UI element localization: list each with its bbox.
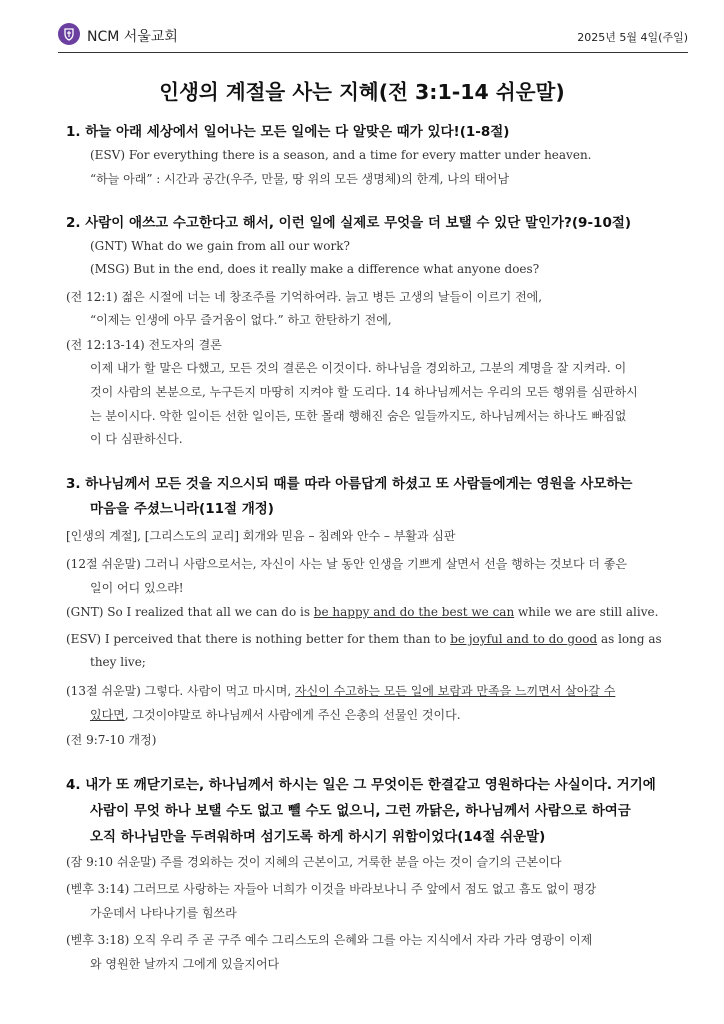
section-1-note: “하늘 아래” : 시간과 공간(우주, 만물, 땅 위의 모든 생명체)의 한계, 나의 태어남 <box>90 172 510 186</box>
section-2-ref1-line2: “이제는 인생에 아무 즐거움이 없다.” 하고 한탄하기 전에, <box>90 313 392 327</box>
section-3-esv-a: (ESV) I perceived that there is nothing better for them than to <box>66 632 451 646</box>
section-2-msg: (MSG) But in the end, does it really make a difference what anyone does? <box>90 262 540 276</box>
section-3-topics: [인생의 계절], [그리스도의 교리] 회개와 믿음 – 침례와 안수 – 부활과 심판 <box>66 529 456 543</box>
page-title: 인생의 계절을 사는 지혜(전 3:1-14 쉬운말) <box>159 80 565 104</box>
page-header <box>58 22 688 53</box>
section-2-heading: 2. 사람이 애쓰고 수고한다고 해서, 이런 일에 실제로 무엇을 더 보탤 수 있단 말인가?(9-10절) <box>66 215 632 231</box>
section-3-heading-line1: 3. 하나님께서 모든 것을 지으시되 때를 따라 아름답게 하셨고 또 사람들에게는 영원을 사모하는 <box>66 476 633 492</box>
section-4-proverbs: (잠 9:10 쉬운말) 주를 경외하는 것이 지혜의 근본이고, 거룩한 분을 아는 것이 슬기의 근본이다 <box>66 855 562 869</box>
section-3-v13-underlined-1: 자신이 수고하는 모든 일에 보람과 만족을 느끼면서 살아갈 수 <box>295 684 616 698</box>
section-3-esv-line1 <box>66 632 662 646</box>
section-3-esv-b: as long as <box>597 632 662 646</box>
section-2-ref2-line1: 이제 내가 할 말은 다했고, 모든 것의 결론은 이것이다. 하나님을 경외하고, 그분의 계명을 잘 지켜라. 이 <box>90 361 627 375</box>
section-4-peter2-line2: 와 영원한 날까지 그에게 있을지어다 <box>90 957 280 971</box>
section-3-ref: (전 9:7-10 개정) <box>66 733 157 747</box>
section-4-peter1-line2: 가운데서 나타나기를 힘쓰라 <box>90 906 237 920</box>
section-3-gnt-underlined: be happy and do the best we can <box>313 605 515 619</box>
section-1-heading: 1. 하늘 아래 세상에서 일어나는 모든 일에는 다 알맞은 때가 있다!(1-8절) <box>66 124 510 140</box>
section-3-esv-line2: they live; <box>90 655 146 669</box>
section-3-v13-a: (13절 쉬운말) 그렇다. 사람이 먹고 마시며, <box>66 684 296 698</box>
section-2-ref1-line1: (전 12:1) 젊은 시절에 너는 네 창조주를 기억하여라. 늙고 병든 고생의 날들이 이르기 전에, <box>66 290 543 304</box>
section-3-v12-line1: (12절 쉬운말) 그러니 사람으로서는, 자신이 사는 날 동안 인생을 기쁘게 살면서 선을 행하는 것보다 더 좋은 <box>66 557 627 571</box>
section-3-gnt-b: while we are still alive. <box>514 605 659 619</box>
section-3-v13-b: , 그것이야말로 하나님께서 사람에게 주신 은총의 선물인 것이다. <box>124 708 461 722</box>
section-2-ref2-line2: 것이 사람의 본분으로, 누구든지 마땅히 지켜야 할 도리다. 14 하나님께서는 우리의 모든 행위를 심판하시 <box>90 385 638 399</box>
section-2-gnt: (GNT) What do we gain from all our work? <box>90 239 350 253</box>
section-3-v13-underlined-2: 있다면 <box>90 708 125 722</box>
sermon-date: 2025년 5월 4일(주일) <box>577 31 688 44</box>
section-4-peter1-line1: (벧후 3:14) 그러므로 사랑하는 자들아 너희가 이것을 바라보나니 주 앞에서 점도 없고 흠도 없이 평강 <box>66 882 597 896</box>
section-2-ref2-line4: 이 다 심판하신다. <box>90 432 183 446</box>
section-3-v13-line2 <box>90 706 461 723</box>
section-3-gnt <box>66 605 658 619</box>
section-1-esv: (ESV) For everything there is a season, and a time for every matter under heaven. <box>90 148 592 162</box>
section-4-heading-line1: 4. 내가 또 깨닫기로는, 하나님께서 하시는 일은 그 무엇이든 한결같고 영원하다는 사실이다. 거기에 <box>66 777 656 793</box>
church-name: NCM 서울교회 <box>87 29 178 45</box>
church-logo-icon <box>58 23 80 45</box>
section-3-esv-underlined: be joyful and to do good <box>450 632 598 646</box>
section-4-heading-line2: 사람이 무엇 하나 보탤 수도 없고 뺄 수도 없으니, 그런 까닭은, 하나님께서 사람으로 하여금 <box>90 803 631 819</box>
section-4-heading-line3: 오직 하나님만을 두려워하며 섬기도록 하게 하시기 위함이었다(14절 쉬운말) <box>90 829 546 845</box>
section-4-peter2-line1: (벧후 3:18) 오직 우리 주 곧 구주 예수 그리스도의 은혜와 그를 아는 지식에서 자라 가라 영광이 이제 <box>66 933 593 947</box>
section-3-heading-line2: 마음을 주셨느니라(11절 개정) <box>90 501 274 517</box>
section-2-ref2-line3: 는 분이시다. 악한 일이든 선한 일이든, 또한 몰래 행해진 숨은 일들까지도, 하나님께서는 하나도 빠짐없 <box>90 409 627 423</box>
section-3-v13-line1 <box>66 682 615 699</box>
section-3-v12-line2: 일이 어디 있으랴! <box>90 581 184 595</box>
section-3-gnt-a: (GNT) So I realized that all we can do is <box>66 605 314 619</box>
section-2-ref2-label: (전 12:13-14) 전도자의 결론 <box>66 338 222 352</box>
